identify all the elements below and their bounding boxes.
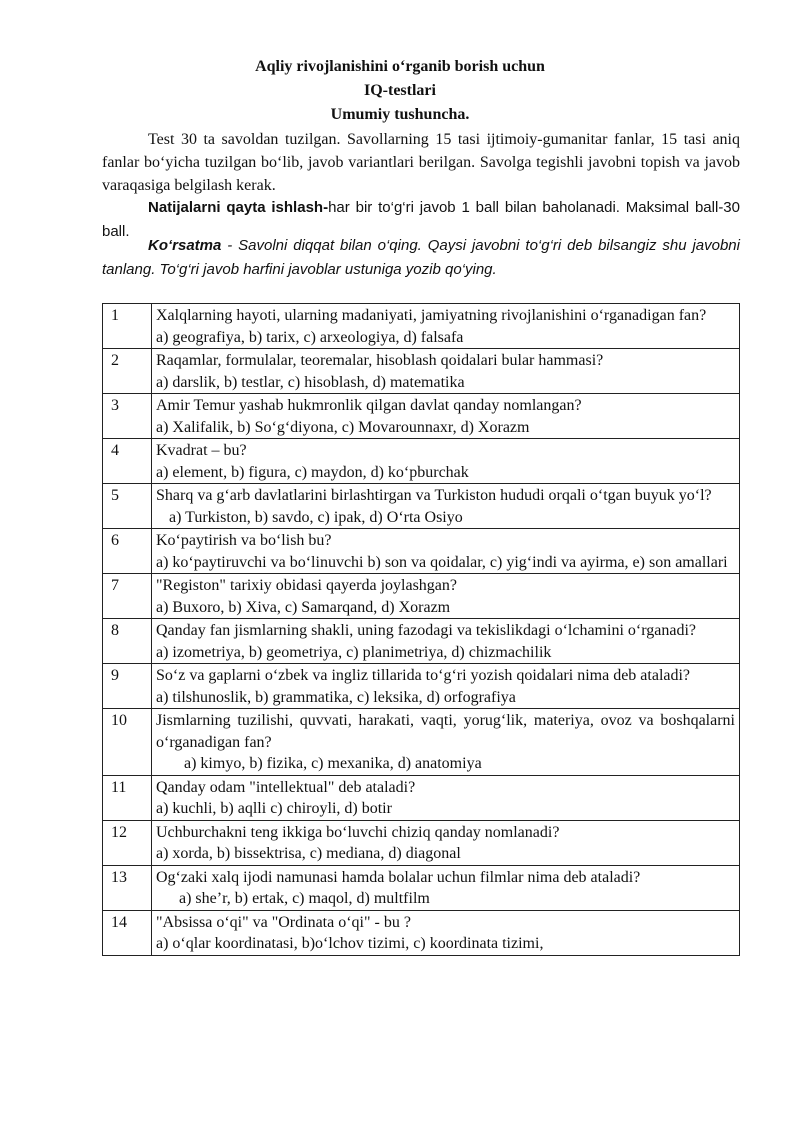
question-number: 4	[103, 439, 152, 484]
question-cell	[152, 775, 740, 820]
answer-options: a) Turkiston, b) savdo, c) ipak, d) O‘rta Osiyo	[169, 508, 463, 526]
table-row	[103, 484, 740, 529]
question-text: Qanday fan jismlarning shakli, uning fazodagi va tekislikdagi o‘lchamini o‘rganadi?	[156, 622, 696, 639]
question-text: Kvadrat – bu?	[156, 442, 247, 459]
table-row	[103, 349, 740, 394]
answer-options: a) Buxoro, b) Xiva, c) Samarqand, d) Xorazm	[156, 598, 451, 616]
table-row	[103, 619, 740, 664]
table-row	[103, 439, 740, 484]
question-number: 8	[103, 619, 152, 664]
question-number: 13	[103, 865, 152, 910]
question-text: Og‘zaki xalq ijodi namunasi hamda bolalar uchun filmlar nima deb ataladi?	[156, 868, 641, 886]
question-text: Jismlarning tuzilishi, quvvati, harakati, vaqti, yorug‘lik, materiya, ovoz va boshqalarni o‘rganadigan fan?	[156, 712, 735, 751]
intro-paragraph: Test 30 ta savoldan tuzilgan. Savollarning 15 tasi ijtimoiy-gumanitar fanlar, 15 tasi aniq fanlar bo‘yicha tuzilgan bo‘lib, javob variantlari berilgan. Savolga tegishli javobni topish va javob varaqasiga belgilash kerak.	[102, 131, 740, 194]
question-number: 10	[103, 709, 152, 776]
answer-options: a) ko‘paytiruvchi va bo‘linuvchi b) son va qoidalar, c) yig‘indi va ayirma, e) son amallari	[156, 553, 728, 571]
question-number: 2	[103, 349, 152, 394]
answer-options: a) Xalifalik, b) So‘g‘diyona, c) Movarounnaxr, d) Xorazm	[156, 418, 530, 436]
question-cell	[152, 349, 740, 394]
question-cell	[152, 910, 740, 955]
answer-options: a) element, b) figura, c) maydon, d) ko‘pburchak	[156, 463, 469, 481]
question-text: Amir Temur yashab hukmronlik qilgan davlat qanday nomlangan?	[156, 397, 582, 414]
question-number: 1	[103, 304, 152, 349]
questions-table	[102, 303, 740, 956]
question-text: Ko‘paytirish va bo‘lish bu?	[156, 532, 332, 549]
question-text: Sharq va g‘arb davlatlarini birlashtirgan va Turkiston hududi orqali o‘tgan buyuk yo‘l?	[156, 487, 712, 504]
question-text: "Registon" tarixiy obidasi qayerda joylashgan?	[156, 577, 457, 594]
question-text: Xalqlarning hayoti, ularning madaniyati, jamiyatning rivojlanishini o‘rganadigan fan?	[156, 307, 707, 324]
answer-options: a) xorda, b) bissektrisa, c) mediana, d) diagonal	[156, 845, 461, 862]
table-row	[103, 820, 740, 865]
question-number: 14	[103, 910, 152, 955]
table-row	[103, 910, 740, 955]
table-row	[103, 304, 740, 349]
question-cell	[152, 394, 740, 439]
answer-options: a) izometriya, b) geometriya, c) planimetriya, d) chizmachilik	[156, 643, 552, 661]
question-text: Qanday odam "intellektual" deb ataladi?	[156, 778, 416, 796]
question-cell	[152, 574, 740, 619]
answer-options: a) o‘qlar koordinatasi, b)o‘lchov tizimi, c) koordinata tizimi,	[156, 935, 544, 952]
table-row	[103, 394, 740, 439]
question-cell	[152, 709, 740, 776]
question-number: 6	[103, 529, 152, 574]
scoring-label: Natijalarni qayta ishlash-	[148, 199, 329, 216]
question-cell	[152, 484, 740, 529]
question-cell	[152, 865, 740, 910]
question-cell	[152, 439, 740, 484]
instruction-label: Ko‘rsatma	[148, 237, 222, 254]
question-number: 5	[103, 484, 152, 529]
question-cell	[152, 529, 740, 574]
scoring-text: har bir to‘g‘ri javob 1 ball bilan baholanadi. Maksimal ball-30 ball.	[102, 199, 740, 240]
answer-options: a) she’r, b) ertak, c) maqol, d) multfilm	[179, 890, 430, 907]
answer-options: a) kuchli, b) aqlli c) chiroyli, d) botir	[156, 800, 392, 817]
question-cell	[152, 619, 740, 664]
question-text: So‘z va gaplarni o‘zbek va ingliz tillarida to‘g‘ri yozish qoidalari nima deb ataladi?	[156, 667, 691, 684]
table-row	[103, 529, 740, 574]
question-number: 7	[103, 574, 152, 619]
question-number: 9	[103, 664, 152, 709]
answer-options: a) tilshunoslik, b) grammatika, c) leksika, d) orfografiya	[156, 688, 516, 706]
question-cell	[152, 304, 740, 349]
question-text: "Absissa o‘qi" va "Ordinata o‘qi" - bu ?	[156, 913, 411, 931]
question-number: 11	[103, 775, 152, 820]
question-text: Uchburchakni teng ikkiga bo‘luvchi chiziq qanday nomlanadi?	[156, 823, 560, 841]
answer-options: a) darslik, b) testlar, c) hisoblash, d) matematika	[156, 373, 465, 391]
answer-options: a) kimyo, b) fizika, c) mexanika, d) anatomiya	[184, 755, 482, 772]
question-cell	[152, 664, 740, 709]
question-number: 3	[103, 394, 152, 439]
section-heading: Umumiy tushuncha.	[330, 106, 470, 123]
instruction-paragraph	[102, 234, 740, 282]
question-number: 12	[103, 820, 152, 865]
instruction-text: - Savolni diqqat bilan o‘qing. Qaysi javobni to‘g‘ri deb bilsangiz shu javobni tanlang. To‘g‘ri javob harfini javoblar ustuniga yozib qo‘ying.	[102, 237, 740, 278]
table-row	[103, 775, 740, 820]
document-subtitle: IQ-testlari	[364, 82, 436, 99]
question-cell	[152, 820, 740, 865]
table-row	[103, 664, 740, 709]
document-title: Aqliy rivojlanishini o‘rganib borish uchun	[255, 58, 545, 75]
table-row	[103, 574, 740, 619]
question-text: Raqamlar, formulalar, teoremalar, hisoblash qoidalari bular hammasi?	[156, 352, 604, 369]
answer-options: a) geografiya, b) tarix, c) arxeologiya, d) falsafa	[156, 328, 464, 346]
table-row	[103, 865, 740, 910]
table-row	[103, 709, 740, 776]
